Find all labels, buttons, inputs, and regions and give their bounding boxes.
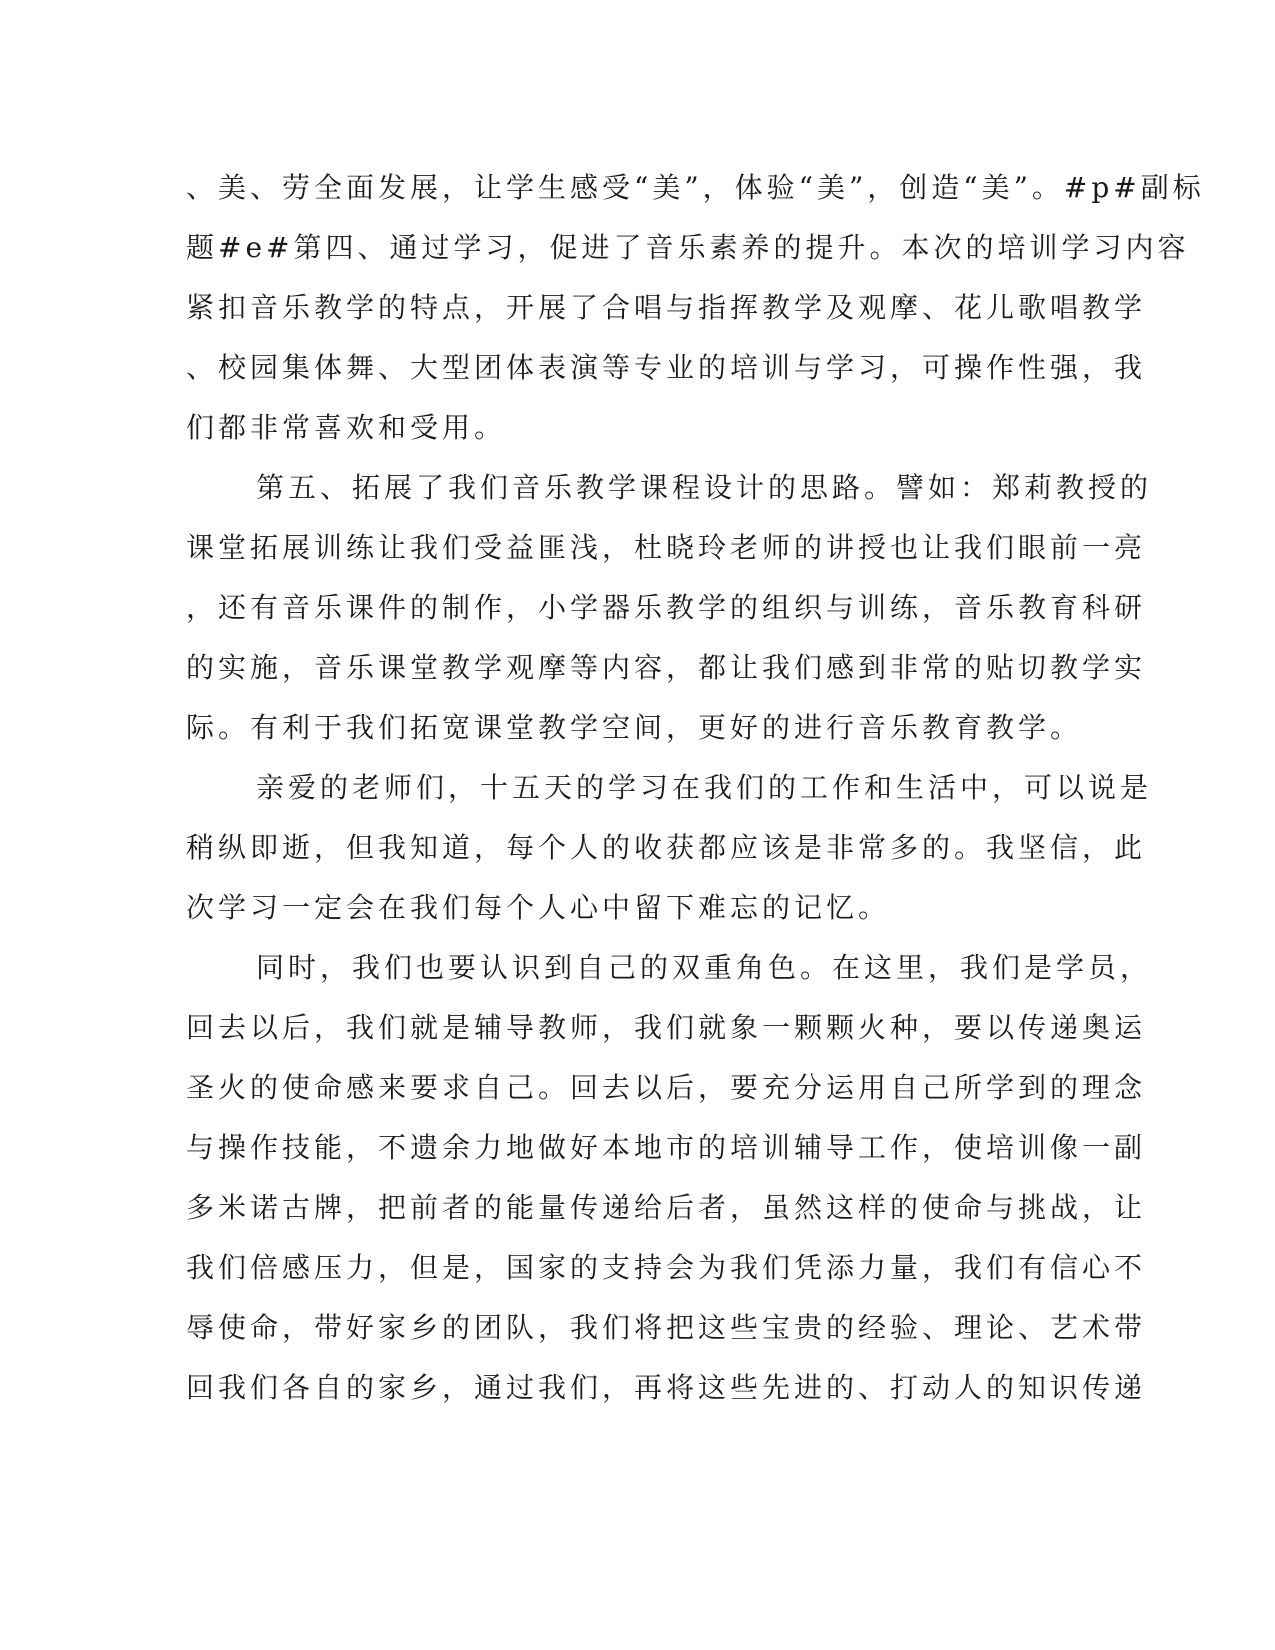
text-line: 多米诺古牌，把前者的能量传递给后者，虽然这样的使命与挑战，让 <box>186 1191 1147 1224</box>
text-line: 回我们各自的家乡，通过我们，再将这些先进的、打动人的知识传递 <box>186 1371 1147 1404</box>
text-line: 题#e#第四、通过学习，促进了音乐素养的提升。本次的培训学习内容 <box>186 231 1190 264</box>
text-line: 回去以后，我们就是辅导教师，我们就象一颗颗火种，要以传递奥运 <box>186 1011 1147 1044</box>
text-line: 稍纵即逝，但我知道，每个人的收获都应该是非常多的。我坚信，此 <box>186 831 1147 864</box>
text-line: 第五、拓展了我们音乐教学课程设计的思路。譬如：郑莉教授的 <box>256 471 1153 504</box>
text-line: 紧扣音乐教学的特点，开展了合唱与指挥教学及观摩、花儿歌唱教学 <box>186 291 1147 324</box>
text-line: 们都非常喜欢和受用。 <box>186 411 507 444</box>
text-line: 、美、劳全面发展，让学生感受“美”，体验“美”，创造“美”。#p#副标 <box>186 171 1205 204</box>
text-line: 亲爱的老师们，十五天的学习在我们的工作和生活中，可以说是 <box>256 771 1153 804</box>
text-line: 次学习一定会在我们每个人心中留下难忘的记忆。 <box>186 891 891 924</box>
text-line: 同时，我们也要认识到自己的双重角色。在这里，我们是学员， <box>256 951 1153 984</box>
text-line: 与操作技能，不遗余力地做好本地市的培训辅导工作，使培训像一副 <box>186 1131 1147 1164</box>
text-line: ，还有音乐课件的制作，小学器乐教学的组织与训练，音乐教育科研 <box>186 591 1147 624</box>
text-line: 圣火的使命感来要求自己。回去以后，要充分运用自己所学到的理念 <box>186 1071 1147 1104</box>
text-line: 课堂拓展训练让我们受益匪浅，杜晓玲老师的讲授也让我们眼前一亮 <box>186 531 1147 564</box>
body-text <box>186 158 1205 1418</box>
text-line: 、校园集体舞、大型团体表演等专业的培训与学习，可操作性强，我 <box>186 351 1147 384</box>
text-line: 的实施，音乐课堂教学观摩等内容，都让我们感到非常的贴切教学实 <box>186 651 1147 684</box>
text-line: 辱使命，带好家乡的团队，我们将把这些宝贵的经验、理论、艺术带 <box>186 1311 1147 1344</box>
text-line: 我们倍感压力，但是，国家的支持会为我们凭添力量，我们有信心不 <box>186 1251 1147 1284</box>
text-line: 际。有利于我们拓宽课堂教学空间，更好的进行音乐教育教学。 <box>186 711 1083 744</box>
